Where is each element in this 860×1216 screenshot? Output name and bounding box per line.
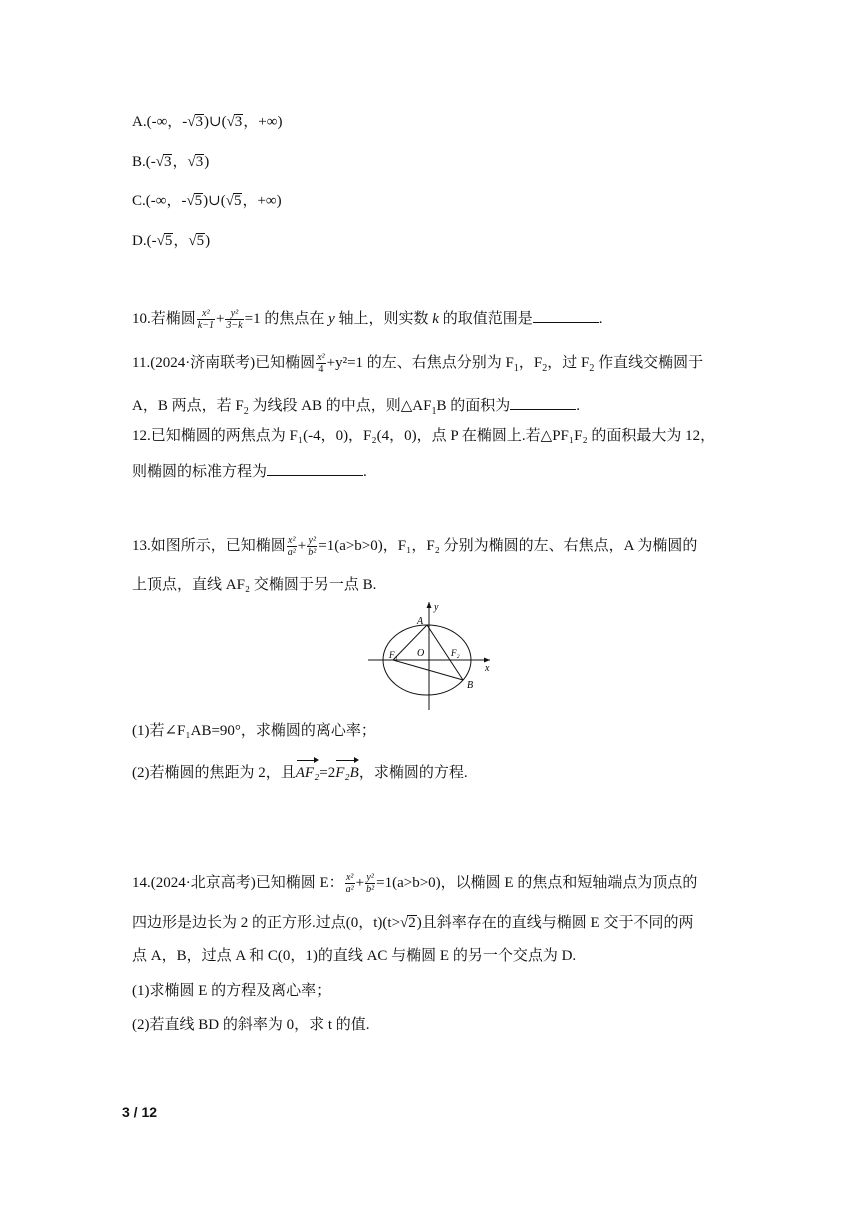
answer-blank bbox=[510, 395, 576, 410]
option-c: C.(-∞，-√5)∪(√5，+∞) bbox=[132, 193, 282, 209]
answer-blank bbox=[267, 461, 363, 476]
question-13: 13.如图所示，已知椭圆 $\frac{\text{x²}}{\text{a²}}$ + $\frac{\text{y²}}{\text{b²}}$ =1(a>b>0)，F₁，F₂ 分别为椭圆的左、右焦点，A 为椭圆的 bbox=[132, 535, 698, 558]
question-14-line-2: 四边形是边长为 2 的正方形.过点(0，t)(t>√2)且斜率存在的直线与椭圆 E 交于不同的两 bbox=[132, 915, 694, 931]
question-13-line-2: 上顶点，直线 AF₂ 交椭圆于另一点 B. bbox=[132, 577, 377, 593]
origin-label: O bbox=[417, 648, 425, 659]
fraction: $\frac{\text{x²}}{\text{a²}}$ bbox=[345, 872, 354, 895]
point-b-label: B bbox=[467, 680, 474, 691]
x-axis-label: x bbox=[485, 663, 490, 674]
fraction: $\frac{\text{x²}}{4}$ bbox=[317, 352, 325, 375]
option-b: B.(-√3，√3) bbox=[132, 154, 210, 170]
ellipse-diagram bbox=[360, 598, 500, 714]
option-d: D.(-√5，√5) bbox=[132, 233, 211, 249]
question-12-line-2: 则椭圆的标准方程为 . bbox=[132, 461, 367, 482]
fraction: $\frac{\text{y²}}{3-k}$ bbox=[226, 308, 243, 332]
fraction: $\frac{\text{x²}}{\text{a²}}$ bbox=[287, 535, 296, 558]
fraction: $\frac{\text{y²}}{\text{b²}}$ bbox=[366, 872, 375, 895]
vector-f2b: F₂B bbox=[335, 759, 359, 783]
question-14-part-1: (1)求椭圆 E 的方程及离心率； bbox=[132, 983, 332, 999]
focus-2-label: F₂ bbox=[451, 648, 460, 658]
question-13-part-2: (2)若椭圆的焦距为 2，且AF₂=2F₂B，求椭圆的方程. bbox=[132, 759, 468, 783]
question-14: 14.(2024·北京高考)已知椭圆 E： $\frac{\text{x²}}{\text{a²}}$ + $\frac{\text{y²}}{\text{b²}}$ =1(a>b>0)，以椭圆 E 的焦点和短轴端点为顶点的 bbox=[132, 872, 698, 895]
point-a-label: A bbox=[417, 616, 424, 627]
option-a: A.(-∞，-√3)∪(√3，+∞) bbox=[132, 114, 283, 130]
answer-blank bbox=[533, 308, 599, 323]
focus-1-label: F₁ bbox=[389, 650, 398, 660]
page-number: 3 / 12 bbox=[122, 1104, 158, 1120]
question-12: 12.已知椭圆的两焦点为 F₁(-4，0)，F₂(4，0)，点 P 在椭圆上.若△PF₁F₂ 的面积最大为 12， bbox=[132, 428, 716, 444]
vector-af2: AF₂ bbox=[296, 759, 320, 783]
y-axis-label: y bbox=[434, 602, 439, 613]
question-11: 11.(2024·济南联考)已知椭圆 $\frac{\text{x²}}{4}$ +y²=1 的左、右焦点分别为 $F_1$，$F_2$，过 $F_2$ 作直线交椭圆于 bbox=[132, 352, 704, 375]
fraction: $\frac{\text{x²}}{k-1}$ bbox=[197, 308, 214, 332]
question-14-part-2: (2)若直线 BD 的斜率为 0，求 t 的值. bbox=[132, 1017, 370, 1033]
question-11-line-2: A，B 两点，若 $F_2$ 为线段 AB 的中点，则$\triangle AF_1B$ 的面积为 . bbox=[132, 395, 580, 422]
question-10: 10.若椭圆 $\frac{\text{x²}}{k-1}$ + $\frac{\text{y²}}{3-k}$ =1 的焦点在 y 轴上，则实数 k 的取值范围是 . bbox=[132, 308, 603, 332]
question-14-line-3: 点 A，B，过点 A 和 C(0，1)的直线 AC 与椭圆 E 的另一个交点为 D. bbox=[132, 948, 577, 964]
question-13-part-1: (1)若∠F₁AB=90°，求椭圆的离心率； bbox=[132, 723, 376, 739]
fraction: $\frac{\text{y²}}{\text{b²}}$ bbox=[308, 535, 317, 558]
